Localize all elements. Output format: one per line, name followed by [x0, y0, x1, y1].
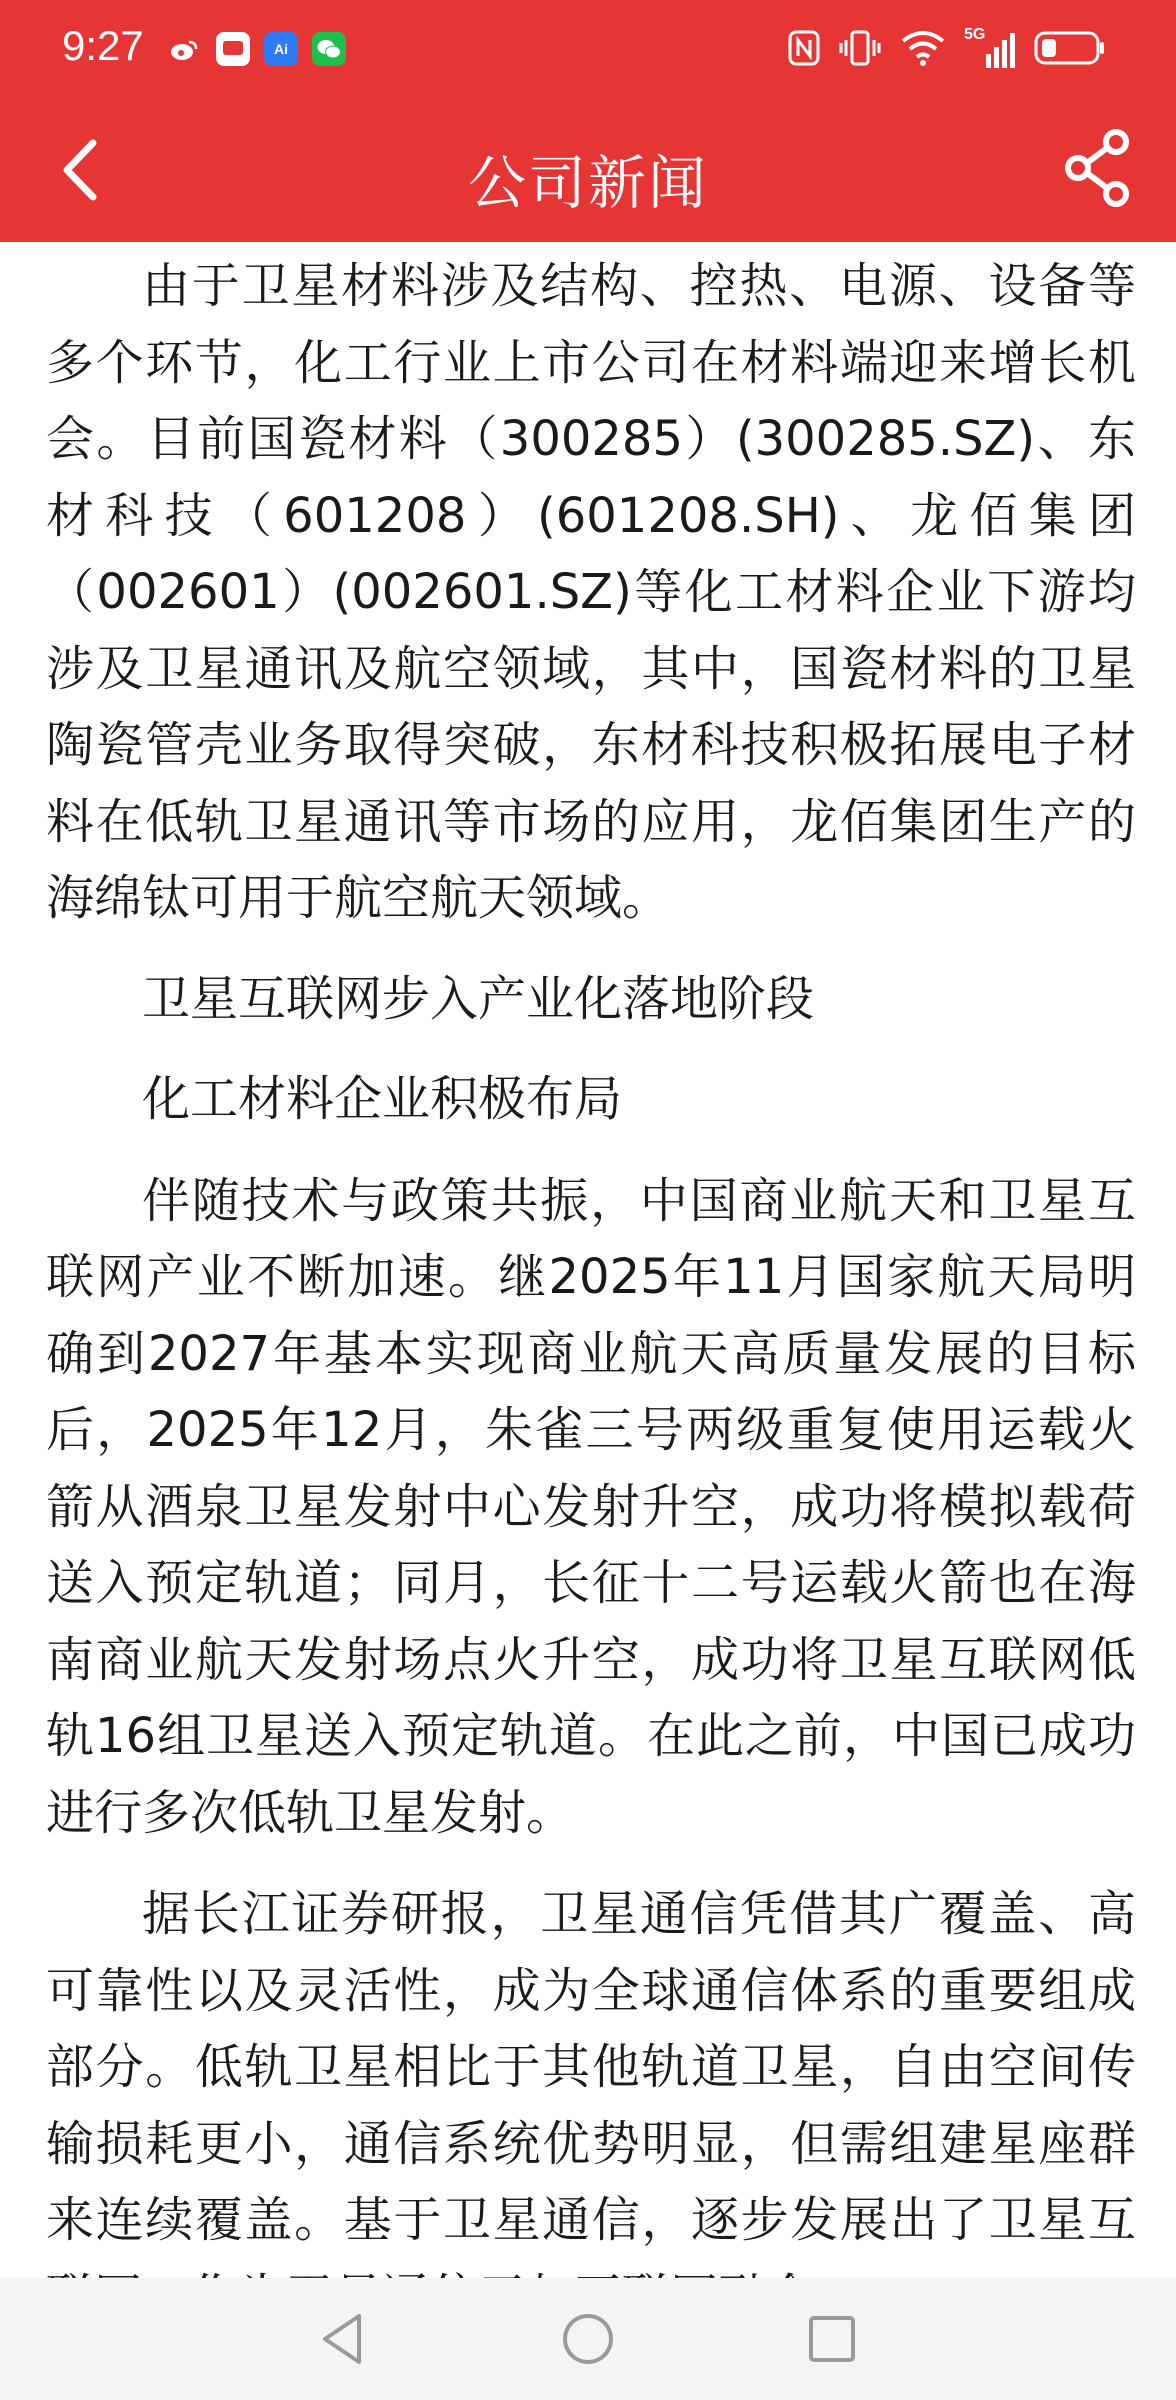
- cellular-signal-icon: [964, 26, 1016, 70]
- article-paragraph: 由于卫星材料涉及结构、控热、电源、设备等多个环节，化工行业上市公司在材料端迎来增长机会。目前国瓷材料（300285）(300285.SZ)、东材科技（601208）(601208.SH)、龙佰集团（002601）(002601.SZ)等化工材料企业下游均涉及卫星通讯及航空领域，其中，国瓷材料的卫星陶瓷管壳业务取得突破，东材科技积极拓展电子材料在低轨卫星通讯等市场的应用，龙佰集团生产的海绵钛可用于航空航天领域。: [46, 258, 1136, 926]
- square-recents-icon: [807, 2314, 857, 2364]
- triangle-back-icon: [319, 2312, 365, 2366]
- wifi-icon: [900, 29, 946, 71]
- system-nav-bar: [0, 2278, 1176, 2400]
- network-type-label: 5G: [964, 26, 986, 43]
- share-icon: [1062, 128, 1134, 208]
- ai-app-icon: [264, 32, 298, 66]
- nav-home-button[interactable]: [528, 2278, 648, 2400]
- vibrate-icon: [838, 28, 882, 72]
- nfc-icon: [788, 28, 820, 72]
- wechat-icon: [312, 32, 346, 66]
- ai-label: Ai: [274, 41, 288, 57]
- status-time: 9:27: [62, 22, 144, 69]
- weibo-icon: [166, 32, 202, 68]
- app-header: [0, 100, 1176, 242]
- circle-home-icon: [561, 2312, 615, 2366]
- message-icon: [216, 32, 250, 66]
- share-button[interactable]: [1056, 126, 1140, 210]
- status-right-group: [788, 28, 1106, 72]
- battery-icon: [1034, 30, 1106, 70]
- article-subheading: 化工材料企业积极布局: [142, 1071, 623, 1127]
- article-subheading: 卫星互联网步入产业化落地阶段: [142, 970, 815, 1027]
- page-title: 公司新闻: [467, 149, 708, 217]
- article-paragraph: 据长江证券研报，卫星通信凭借其广覆盖、高可靠性以及灵活性，成为全球通信体系的重要组成部分。低轨卫星相比于其他轨道卫星，自由空间传输损耗更小，通信系统优势明显，但需组建星座群来连续覆盖。基于卫星通信，逐步发展出了卫星互: [46, 1886, 1136, 2248]
- article-body: [46, 248, 1136, 2335]
- notification-icons: [166, 32, 346, 68]
- nav-back-button[interactable]: [282, 2278, 402, 2400]
- article-paragraph: 伴随技术与政策共振，中国商业航天和卫星互联网产业不断加速。继2025年11月国家航天局明确到2027年基本实现商业航天高质量发展的目标后，2025年12月，朱雀三号两级重复使用运载火箭从酒泉卫星发射中心发射升空，成功将模拟载荷送入预定轨道；同月，长征十二号运载火箭也在海南商业航天发射场点火升空，成功将卫星互联网低轨16组卫星送入预定轨道。在此之前，中国已成功进行多次低轨卫星发射。: [46, 1172, 1136, 1841]
- status-bar: [0, 0, 1176, 100]
- nav-recents-button[interactable]: [772, 2278, 892, 2400]
